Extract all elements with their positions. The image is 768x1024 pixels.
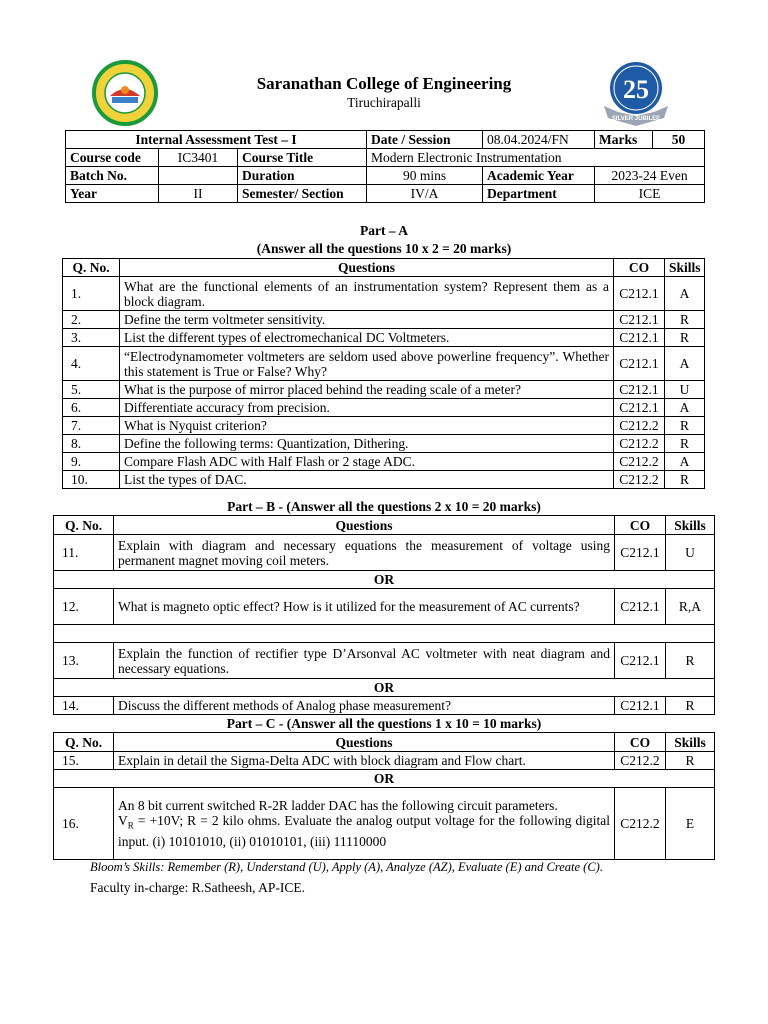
semester-label: Semester/ Section: [238, 185, 367, 203]
col-co: CO: [614, 259, 665, 277]
part-b-title: Part – B - (Answer all the questions 2 x 10 = 20 marks): [227, 499, 541, 514]
question-text: Discuss the different methods of Analog phase measurement?: [114, 697, 615, 715]
col-skills: Skills: [666, 733, 715, 752]
question-text: Differentiate accuracy from precision.: [120, 399, 614, 417]
skill: A: [665, 347, 705, 381]
col-co: CO: [615, 733, 666, 752]
part-a-title: Part – A: [360, 223, 408, 238]
qno: 3.: [63, 329, 120, 347]
date-value: 08.04.2024/FN: [483, 131, 595, 149]
co: C212.1: [615, 589, 666, 625]
question-text: What is magneto optic effect? How is it utilized for the measurement of AC currents?: [114, 589, 615, 625]
co: C212.1: [615, 697, 666, 715]
batch-label: Batch No.: [66, 167, 159, 185]
qno: 13.: [54, 643, 114, 679]
skill: R: [666, 697, 715, 715]
skill: A: [665, 453, 705, 471]
question-text: [114, 788, 615, 860]
co: C212.1: [614, 329, 665, 347]
col-co: CO: [615, 516, 666, 535]
col-questions: Questions: [120, 259, 614, 277]
part-b-table: [53, 515, 715, 715]
question-text: Compare Flash ADC with Half Flash or 2 stage ADC.: [120, 453, 614, 471]
qno: 1.: [63, 277, 120, 311]
qno: 6.: [63, 399, 120, 417]
department-value: ICE: [595, 185, 705, 203]
qno: 7.: [63, 417, 120, 435]
co: C212.1: [615, 643, 666, 679]
course-code-label: Course code: [66, 149, 159, 167]
skill: R,A: [666, 589, 715, 625]
col-questions: Questions: [114, 733, 615, 752]
question-text: Define the term voltmeter sensitivity.: [120, 311, 614, 329]
marks-value: 50: [653, 131, 705, 149]
question-text: Explain with diagram and necessary equations the measurement of voltage using permanent magnet moving coil meters.: [114, 535, 615, 571]
qno: 12.: [54, 589, 114, 625]
skill: R: [666, 643, 715, 679]
question-line-2: = +10V; R = 2 kilo ohms. Evaluate the analog output voltage for the following digital input. (i) 10101010, (ii) 01010101, (iii) 11110000: [118, 813, 610, 849]
silver-jubilee-logo: [598, 56, 674, 132]
skill: U: [666, 535, 715, 571]
voltage-subscript: R: [127, 820, 134, 831]
semester-value: IV/A: [367, 185, 483, 203]
qno: 10.: [63, 471, 120, 489]
or-separator: OR: [54, 770, 715, 788]
question-text: List the types of DAC.: [120, 471, 614, 489]
academic-year-label: Academic Year: [483, 167, 595, 185]
qno: 5.: [63, 381, 120, 399]
part-a-subtitle: (Answer all the questions 10 x 2 = 20 marks): [256, 241, 512, 256]
co: C212.1: [614, 381, 665, 399]
co: C212.1: [615, 535, 666, 571]
col-questions: Questions: [114, 516, 615, 535]
col-qno: Q. No.: [54, 516, 114, 535]
or-separator: OR: [54, 679, 715, 697]
question-text: “Electrodynamometer voltmeters are seldom used above powerline frequency”. Whether this statement is True or False? Why?: [120, 347, 614, 381]
question-text: Explain the function of rectifier type D’Arsonval AC voltmeter with neat diagram and necessary equations.: [114, 643, 615, 679]
col-skills: Skills: [665, 259, 705, 277]
question-line-1: An 8 bit current switched R-2R ladder DAC has the following circuit parameters.: [118, 798, 558, 814]
faculty-in-charge: Faculty in-charge: R.Satheesh, AP-ICE.: [90, 880, 305, 895]
col-qno: Q. No.: [54, 733, 114, 752]
question-text: What are the functional elements of an instrumentation system? Represent them as a block diagram.: [120, 277, 614, 311]
course-title-value: Modern Electronic Instrumentation: [367, 149, 705, 167]
marks-label: Marks: [595, 131, 653, 149]
co: C212.1: [614, 311, 665, 329]
college-city: Tiruchirapalli: [347, 95, 421, 110]
or-separator: OR: [54, 571, 715, 589]
duration-label: Duration: [238, 167, 367, 185]
co: C212.1: [614, 399, 665, 417]
co: C212.1: [614, 347, 665, 381]
question-text: What is Nyquist criterion?: [120, 417, 614, 435]
co: C212.2: [615, 752, 666, 770]
skill: R: [665, 471, 705, 489]
jubilee-ribbon-text: SILVER JUBILEE: [611, 116, 661, 122]
skill: R: [665, 417, 705, 435]
qno: 15.: [54, 752, 114, 770]
skill: A: [665, 399, 705, 417]
voltage-symbol: V: [118, 813, 128, 829]
co: C212.2: [615, 788, 666, 860]
blooms-skills-legend: Bloom’s Skills: Remember (R), Understand (U), Apply (A), Analyze (AZ), Evaluate (E) and Create (C).: [90, 860, 603, 874]
part-c-title: Part – C - (Answer all the questions 1 x 10 = 10 marks): [226, 716, 542, 731]
co: C212.2: [614, 417, 665, 435]
qno: 16.: [54, 788, 114, 860]
col-skills: Skills: [666, 516, 715, 535]
year-value: II: [159, 185, 238, 203]
qno: 4.: [63, 347, 120, 381]
college-name: Saranathan College of Engineering: [256, 74, 512, 93]
course-title-label: Course Title: [238, 149, 367, 167]
exam-info-table: [65, 130, 705, 203]
co: C212.2: [614, 435, 665, 453]
col-qno: Q. No.: [63, 259, 120, 277]
skill: R: [665, 435, 705, 453]
co: C212.2: [614, 471, 665, 489]
qno: 14.: [54, 697, 114, 715]
skill: U: [665, 381, 705, 399]
part-c-table: [53, 732, 715, 860]
skill: R: [665, 329, 705, 347]
question-text: What is the purpose of mirror placed behind the reading scale of a meter?: [120, 381, 614, 399]
date-label: Date / Session: [367, 131, 483, 149]
course-code-value: IC3401: [159, 149, 238, 167]
skill: A: [665, 277, 705, 311]
skill: R: [666, 752, 715, 770]
qno: 8.: [63, 435, 120, 453]
question-text: List the different types of electromechanical DC Voltmeters.: [120, 329, 614, 347]
question-text: Define the following terms: Quantization, Dithering.: [120, 435, 614, 453]
skill: E: [666, 788, 715, 860]
part-a-table: [62, 258, 705, 489]
qno: 11.: [54, 535, 114, 571]
skill: R: [665, 311, 705, 329]
test-name: Internal Assessment Test – I: [66, 131, 367, 149]
year-label: Year: [66, 185, 159, 203]
department-label: Department: [483, 185, 595, 203]
qno: 9.: [63, 453, 120, 471]
batch-value: [159, 167, 238, 185]
qno: 2.: [63, 311, 120, 329]
duration-value: 90 mins: [367, 167, 483, 185]
spacer-row: [54, 625, 715, 643]
co: C212.1: [614, 277, 665, 311]
academic-year-value: 2023-24 Even: [595, 167, 705, 185]
co: C212.2: [614, 453, 665, 471]
question-text: Explain in detail the Sigma-Delta ADC with block diagram and Flow chart.: [114, 752, 615, 770]
jubilee-number: 25: [623, 75, 649, 104]
